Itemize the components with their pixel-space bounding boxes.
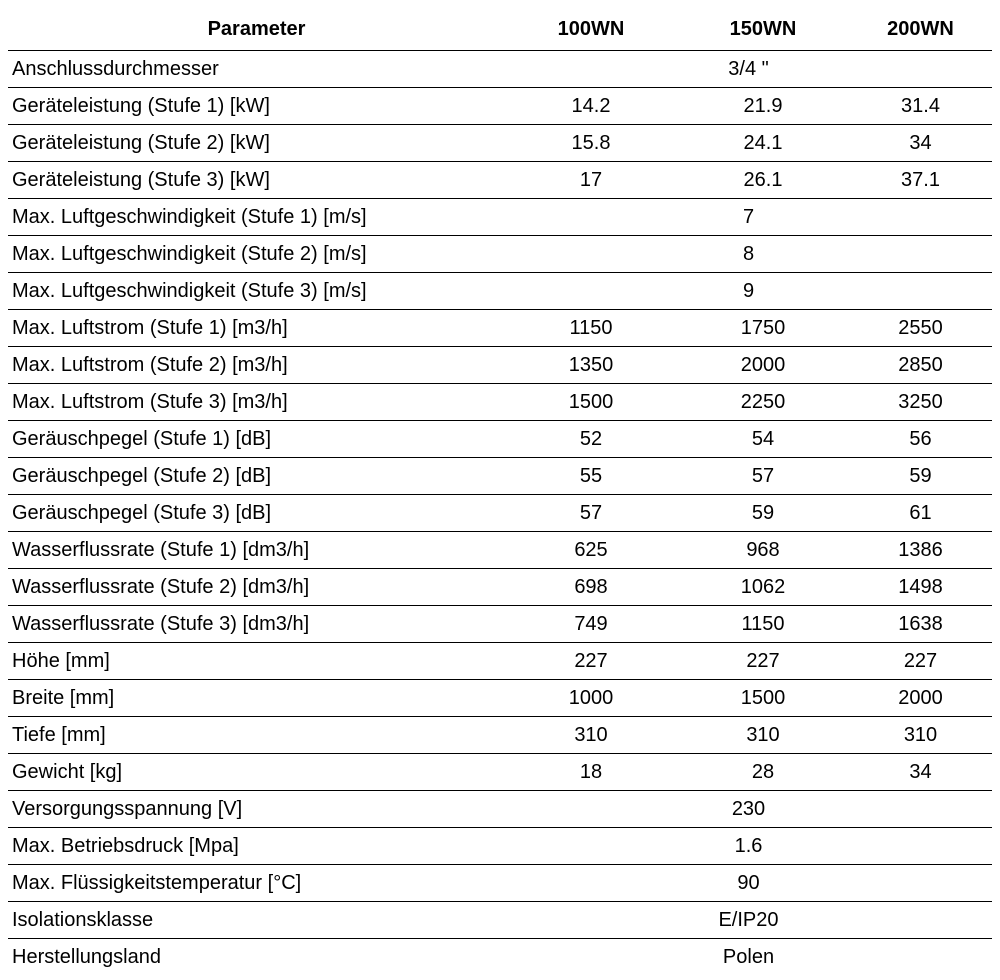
model-value-200wn: 31.4 [849, 88, 992, 125]
model-value-200wn: 61 [849, 495, 992, 532]
parameter-label: Versorgungsspannung [V] [8, 791, 505, 828]
model-value-100wn: 55 [505, 458, 677, 495]
model-value-200wn: 2850 [849, 347, 992, 384]
table-row [8, 569, 992, 606]
table-row [8, 125, 992, 162]
model-value-150wn: 28 [677, 754, 849, 791]
header-model-100wn: 100WN [505, 8, 677, 51]
parameter-label: Geräteleistung (Stufe 3) [kW] [8, 162, 505, 199]
table-row [8, 828, 992, 865]
table-row [8, 606, 992, 643]
table-row [8, 421, 992, 458]
model-value-200wn: 2550 [849, 310, 992, 347]
model-value-100wn: 1150 [505, 310, 677, 347]
model-value-200wn: 34 [849, 754, 992, 791]
model-value-150wn: 1150 [677, 606, 849, 643]
model-value-100wn: 52 [505, 421, 677, 458]
parameter-label: Wasserflussrate (Stufe 2) [dm3/h] [8, 569, 505, 606]
table-row [8, 162, 992, 199]
model-value-150wn: 968 [677, 532, 849, 569]
table-row [8, 51, 992, 88]
table-row [8, 310, 992, 347]
table-row [8, 643, 992, 680]
model-value-100wn: 1350 [505, 347, 677, 384]
parameter-label: Gewicht [kg] [8, 754, 505, 791]
header-model-200wn: 200WN [849, 8, 992, 51]
table-row [8, 273, 992, 310]
parameter-label: Geräuschpegel (Stufe 1) [dB] [8, 421, 505, 458]
model-value-100wn: 698 [505, 569, 677, 606]
table-row [8, 902, 992, 939]
parameter-label: Geräteleistung (Stufe 1) [kW] [8, 88, 505, 125]
shared-value: 230 [505, 791, 992, 828]
table-row [8, 754, 992, 791]
parameter-label: Tiefe [mm] [8, 717, 505, 754]
model-value-150wn: 59 [677, 495, 849, 532]
parameter-label: Max. Luftgeschwindigkeit (Stufe 2) [m/s] [8, 236, 505, 273]
parameter-label: Geräuschpegel (Stufe 2) [dB] [8, 458, 505, 495]
model-value-100wn: 1500 [505, 384, 677, 421]
model-value-150wn: 2000 [677, 347, 849, 384]
model-value-100wn: 227 [505, 643, 677, 680]
model-value-100wn: 14.2 [505, 88, 677, 125]
shared-value: 3/4 " [505, 51, 992, 88]
parameter-label: Breite [mm] [8, 680, 505, 717]
model-value-100wn: 1000 [505, 680, 677, 717]
model-value-100wn: 310 [505, 717, 677, 754]
parameter-label: Anschlussdurchmesser [8, 51, 505, 88]
model-value-200wn: 59 [849, 458, 992, 495]
shared-value: E/IP20 [505, 902, 992, 939]
parameter-label: Max. Luftgeschwindigkeit (Stufe 3) [m/s] [8, 273, 505, 310]
model-value-150wn: 26.1 [677, 162, 849, 199]
table-row [8, 680, 992, 717]
parameter-label: Max. Luftstrom (Stufe 2) [m3/h] [8, 347, 505, 384]
model-value-150wn: 57 [677, 458, 849, 495]
parameter-label: Geräuschpegel (Stufe 3) [dB] [8, 495, 505, 532]
model-value-200wn: 34 [849, 125, 992, 162]
model-value-100wn: 57 [505, 495, 677, 532]
model-value-150wn: 310 [677, 717, 849, 754]
shared-value: 9 [505, 273, 992, 310]
table-row [8, 532, 992, 569]
model-value-100wn: 15.8 [505, 125, 677, 162]
shared-value: 8 [505, 236, 992, 273]
parameter-label: Wasserflussrate (Stufe 1) [dm3/h] [8, 532, 505, 569]
shared-value: 1.6 [505, 828, 992, 865]
header-parameter: Parameter [8, 8, 505, 51]
model-value-150wn: 2250 [677, 384, 849, 421]
model-value-150wn: 227 [677, 643, 849, 680]
model-value-200wn: 227 [849, 643, 992, 680]
parameter-label: Max. Betriebsdruck [Mpa] [8, 828, 505, 865]
model-value-200wn: 310 [849, 717, 992, 754]
parameter-label: Wasserflussrate (Stufe 3) [dm3/h] [8, 606, 505, 643]
model-value-100wn: 749 [505, 606, 677, 643]
parameter-label: Max. Luftgeschwindigkeit (Stufe 1) [m/s] [8, 199, 505, 236]
model-value-200wn: 2000 [849, 680, 992, 717]
model-value-150wn: 1500 [677, 680, 849, 717]
parameter-label: Max. Luftstrom (Stufe 3) [m3/h] [8, 384, 505, 421]
model-value-150wn: 1750 [677, 310, 849, 347]
parameter-label: Höhe [mm] [8, 643, 505, 680]
parameter-label: Isolationsklasse [8, 902, 505, 939]
table-row [8, 495, 992, 532]
table-row [8, 791, 992, 828]
table-row [8, 347, 992, 384]
table-row [8, 717, 992, 754]
model-value-100wn: 625 [505, 532, 677, 569]
parameter-label: Max. Luftstrom (Stufe 1) [m3/h] [8, 310, 505, 347]
model-value-200wn: 1638 [849, 606, 992, 643]
table-row [8, 939, 992, 976]
parameter-label: Max. Flüssigkeitstemperatur [°C] [8, 865, 505, 902]
model-value-200wn: 37.1 [849, 162, 992, 199]
header-model-150wn: 150WN [677, 8, 849, 51]
parameter-label: Geräteleistung (Stufe 2) [kW] [8, 125, 505, 162]
table-body [8, 51, 992, 976]
shared-value: 90 [505, 865, 992, 902]
shared-value: 7 [505, 199, 992, 236]
table-row [8, 384, 992, 421]
table-row [8, 458, 992, 495]
model-value-200wn: 3250 [849, 384, 992, 421]
table-row [8, 236, 992, 273]
header-row [8, 8, 992, 51]
model-value-150wn: 24.1 [677, 125, 849, 162]
table-row [8, 88, 992, 125]
model-value-150wn: 54 [677, 421, 849, 458]
model-value-100wn: 18 [505, 754, 677, 791]
model-value-150wn: 1062 [677, 569, 849, 606]
model-value-200wn: 56 [849, 421, 992, 458]
model-value-200wn: 1386 [849, 532, 992, 569]
model-value-100wn: 17 [505, 162, 677, 199]
table-row [8, 199, 992, 236]
model-value-150wn: 21.9 [677, 88, 849, 125]
table-row [8, 865, 992, 902]
shared-value: Polen [722, 946, 775, 968]
specification-table [8, 8, 992, 975]
parameter-label: Herstellungsland [12, 946, 161, 968]
model-value-200wn: 1498 [849, 569, 992, 606]
